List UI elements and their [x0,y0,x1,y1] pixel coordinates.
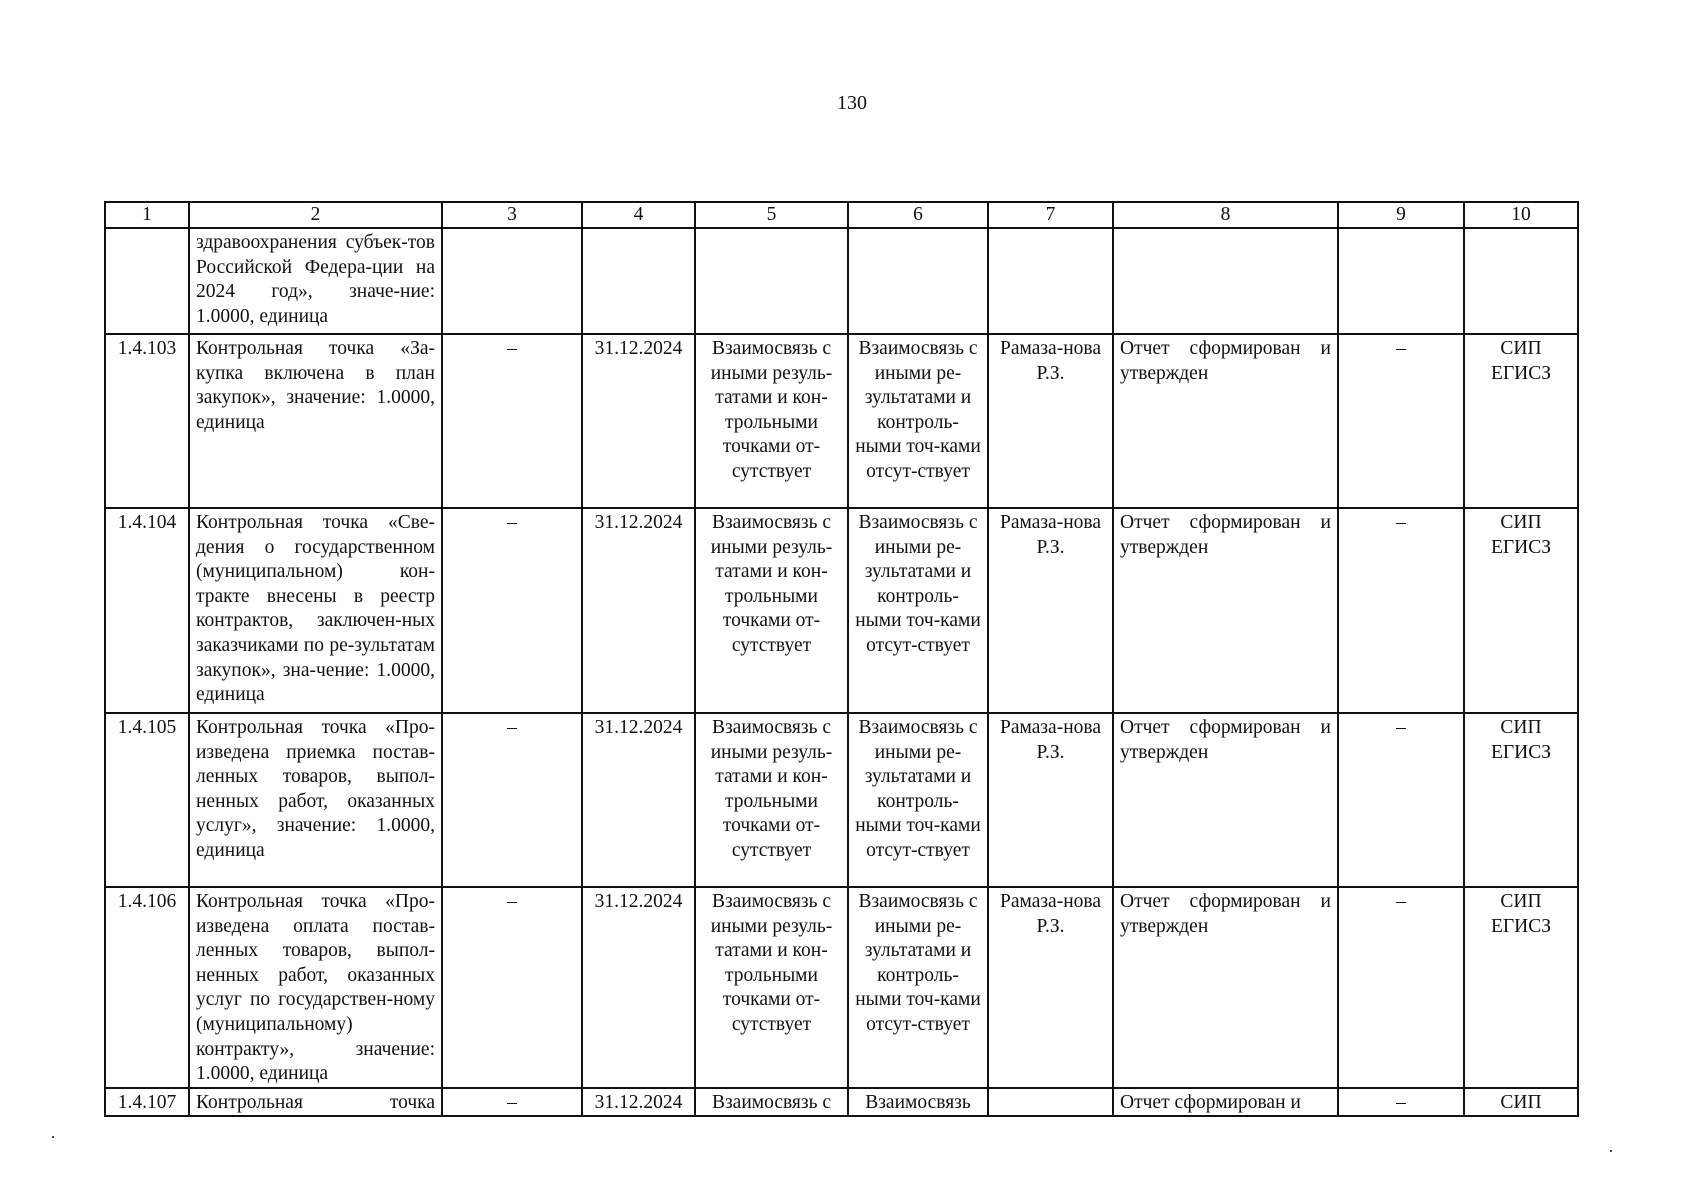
header-col-6: 6 [848,202,988,228]
continuation-name-cell: здравоохранения субъек-тов Российской Федера-ции на 2024 год», значе-ние: 1.0000, единица [189,228,442,334]
relation-note-2: Взаимосвязь с иными ре-зультатами и контроль-ными точ-ками отсут-ствует [848,713,988,887]
information-system: СИП ЕГИСЗ [1464,713,1578,887]
result-description: Отчет сформирован и утвержден [1113,713,1338,887]
control-point-name: Контрольная точка «За-купка включена в план закупок», значение: 1.0000, единица [189,334,442,508]
result-description: Отчет сформирован и [1113,1088,1338,1117]
information-system: СИП ЕГИСЗ [1464,887,1578,1088]
relation-note-2: Взаимосвязь с иными ре-зультатами и контроль-ными точ-ками отсут-ствует [848,887,988,1088]
due-date: 31.12.2024 [582,508,695,713]
empty-cell [582,228,695,334]
row-number: 1.4.103 [105,334,189,508]
empty-cell [1338,228,1464,334]
col3-value: – [442,1088,582,1117]
responsible-person: Рамаза-нова Р.З. [988,713,1113,887]
header-col-9: 9 [1338,202,1464,228]
col3-value: – [442,508,582,713]
table-row [105,713,1578,887]
header-col-3: 3 [442,202,582,228]
row-number: 1.4.104 [105,508,189,713]
due-date: 31.12.2024 [582,713,695,887]
table-row [105,508,1578,713]
data-table [104,201,1579,1117]
col9-value: – [1338,887,1464,1088]
due-date: 31.12.2024 [582,334,695,508]
table-row [105,334,1578,508]
header-col-8: 8 [1113,202,1338,228]
empty-cell [442,228,582,334]
table-row [105,1088,1578,1117]
header-col-5: 5 [695,202,848,228]
information-system: СИП ЕГИСЗ [1464,334,1578,508]
relation-note-2: Взаимосвязь с иными ре-зультатами и контроль-ными точ-ками отсут-ствует [848,508,988,713]
responsible-person [988,1088,1113,1117]
page-number: 130 [837,92,867,114]
relation-note: Взаимосвязь с иными резуль-татами и кон-трольными точками от-сутствует [695,508,848,713]
result-description: Отчет сформирован и утвержден [1113,508,1338,713]
empty-cell [1113,228,1338,334]
information-system: СИП [1464,1088,1578,1117]
result-description: Отчет сформирован и утвержден [1113,887,1338,1088]
responsible-person: Рамаза-нова Р.З. [988,508,1113,713]
col9-value: – [1338,1088,1464,1117]
col3-value: – [442,887,582,1088]
col9-value: – [1338,508,1464,713]
empty-cell [1464,228,1578,334]
information-system: СИП ЕГИСЗ [1464,508,1578,713]
due-date: 31.12.2024 [582,1088,695,1117]
header-col-1: 1 [105,202,189,228]
header-col-10: 10 [1464,202,1578,228]
relation-note-2: Взаимосвязь [848,1088,988,1117]
scan-speck [1610,1150,1612,1152]
control-point-name: Контрольная точка «Про-изведена приемка постав-ленных товаров, выпол-ненных работ, оказанных услуг», значение: 1.0000, единица [189,713,442,887]
relation-note: Взаимосвязь с иными резуль-татами и кон-трольными точками от-сутствует [695,887,848,1088]
empty-cell [848,228,988,334]
empty-cell [695,228,848,334]
control-point-name: Контрольная точка «Све-дения о государственном (муниципальном) кон-тракте внесены в реестр контрактов, заключен-ных заказчиками по ре-зультатам закупок», зна-чение: 1.0000, единица [189,508,442,713]
due-date: 31.12.2024 [582,887,695,1088]
relation-note: Взаимосвязь с [695,1088,848,1117]
continuation-num-cell [105,228,189,334]
responsible-person: Рамаза-нова Р.З. [988,334,1113,508]
control-point-name: Контрольная точка [189,1088,442,1117]
header-col-2: 2 [189,202,442,228]
header-col-4: 4 [582,202,695,228]
result-description: Отчет сформирован и утвержден [1113,334,1338,508]
row-number: 1.4.106 [105,887,189,1088]
control-point-name: Контрольная точка «Про-изведена оплата постав-ленных товаров, выпол-ненных работ, оказанных услуг по государствен-ному (муниципальному) контракту», значение: 1.0000, единица [189,887,442,1088]
scan-speck [52,1136,54,1138]
relation-note: Взаимосвязь с иными резуль-татами и кон-трольными точками от-сутствует [695,334,848,508]
col3-value: – [442,334,582,508]
row-number: 1.4.105 [105,713,189,887]
header-row [105,202,1578,228]
relation-note-2: Взаимосвязь с иными ре-зультатами и контроль-ными точ-ками отсут-ствует [848,334,988,508]
continuation-row [105,228,1578,334]
responsible-person: Рамаза-нова Р.З. [988,887,1113,1088]
relation-note: Взаимосвязь с иными резуль-татами и кон-трольными точками от-сутствует [695,713,848,887]
col9-value: – [1338,334,1464,508]
row-number: 1.4.107 [105,1088,189,1117]
header-col-7: 7 [988,202,1113,228]
col3-value: – [442,713,582,887]
col9-value: – [1338,713,1464,887]
empty-cell [988,228,1113,334]
table-row [105,887,1578,1088]
